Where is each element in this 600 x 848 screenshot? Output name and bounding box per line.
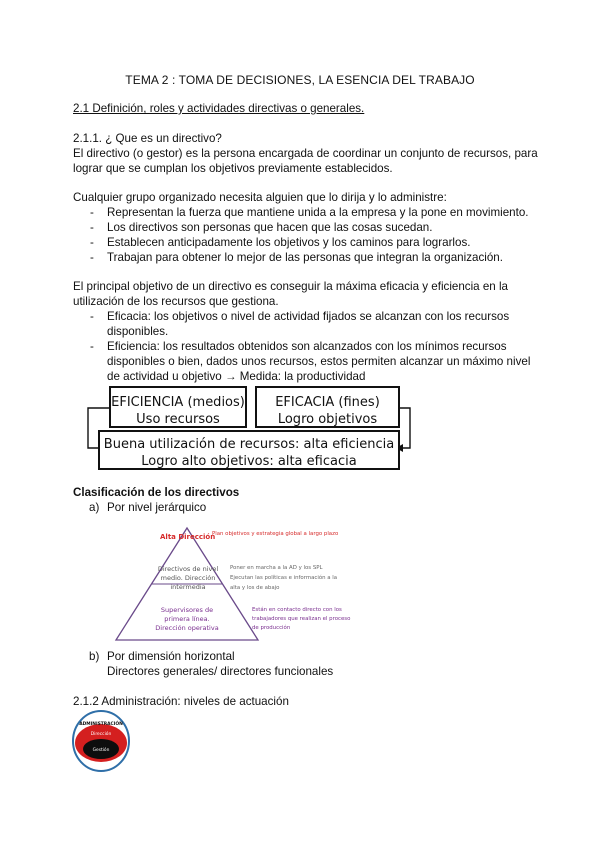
pyramid-base-label-3: Dirección operativa [155, 624, 219, 632]
admin-middle-label: Dirección [90, 732, 112, 737]
pyramid-mid-label-2: medio. Dirección [160, 574, 216, 582]
bullet-dash: - [90, 236, 94, 249]
pyramid-base-note-1: Están en contacto directo con los [252, 607, 342, 613]
admin-outer-label: ADMINISTRACIÓN [79, 722, 123, 727]
eficacia-sub: Logro objetivos [277, 412, 378, 427]
objective-line-1: El principal objetivo de un directivo es conseguir la máxima eficacia y eficiencia en la [73, 280, 508, 293]
eficiencia-title: EFICIENCIA (medios) [111, 395, 245, 410]
eficiencia-line-1: Eficiencia: los resultados obtenidos son alcanzados con los mínimos recursos [107, 340, 507, 353]
admin-heading: 2.1.2 Administración: niveles de actuación [73, 695, 289, 708]
pyramid-base-label-1: Supervisores de [160, 606, 214, 614]
bullet-dash: - [90, 340, 94, 353]
pyramid-mid-label-1: Directivos de nivel [157, 565, 219, 573]
objective-line-2: utilización de los recursos que gestiona. [73, 295, 279, 308]
class-b-detail: Directores generales/ directores funcionales [107, 665, 334, 678]
document-title: TEMA 2 : TOMA DE DECISIONES, LA ESENCIA DEL TRABAJO [125, 73, 475, 87]
pyramid-base-label [137, 606, 237, 633]
pyramid-mid-note [230, 563, 337, 593]
list-marker: a) [89, 501, 100, 514]
bullet-dash: - [90, 221, 94, 234]
class-b-label: Por dimensión horizontal [107, 650, 235, 663]
pyramid-base-note [252, 606, 350, 633]
pyramid-mid-label [148, 565, 228, 592]
pyramid-base-label-2: primera línea. [164, 615, 210, 623]
definition-line-1: El directivo (o gestor) es la persona encargada de coordinar un conjunto de recursos, para [73, 147, 538, 160]
result-line-2: Logro alto objetivos: alta eficacia [141, 454, 357, 469]
eficacia-line-1: Eficacia: los objetivos o nivel de actividad fijados se alcanzan con los recursos [107, 310, 510, 323]
list-marker: b) [89, 650, 100, 663]
section-heading: 2.1 Definición, roles y actividades directivas o generales. [73, 102, 365, 115]
pyramid-base-note-3: de producción [252, 625, 291, 631]
pyramid-top-note: Plan objetivos y estrategia global a largo plazo [212, 531, 339, 537]
pyramid-mid-note-3: alta y los de abajo [230, 585, 280, 591]
eficiencia-sub: Uso recursos [136, 412, 220, 427]
list-item: Los directivos son personas que hacen que las cosas sucedan. [107, 221, 433, 234]
group-intro: Cualquier grupo organizado necesita alguien que lo dirija y lo administre: [73, 191, 447, 204]
eficacia-box [255, 386, 400, 428]
pyramid-top-label: Alta Dirección [160, 533, 216, 541]
result-line-1: Buena utilización de recursos: alta eficiencia [103, 437, 395, 452]
pyramid-base-note-2: trabajadores que realizan el proceso [252, 616, 351, 622]
bullet-dash: - [90, 251, 94, 264]
bullet-dash: - [90, 310, 94, 323]
list-item: Trabajan para obtener lo mejor de las personas que integran la organización. [107, 251, 503, 264]
classification-heading: Clasificación de los directivos [73, 486, 240, 499]
eficiencia-line-3: de actividad u objetivo → Medida: la productividad [107, 370, 366, 383]
pyramid-mid-label-3: intermedia [170, 583, 206, 591]
pyramid-mid-note-1: Poner en marcha a la AD y los SPL [230, 565, 323, 571]
result-box [98, 430, 400, 470]
class-a-label: Por nivel jerárquico [107, 501, 207, 514]
list-item: Establecen anticipadamente los objetivos y los caminos para lograrlos. [107, 236, 471, 249]
eficacia-line-2: disponibles. [107, 325, 169, 338]
bullet-dash: - [90, 206, 94, 219]
admin-inner-label: Gestión [92, 748, 110, 753]
pyramid-mid-note-2: Ejecutan las políticas e información a la [230, 575, 338, 581]
eficiencia-box [109, 386, 247, 428]
eficiencia-line-2: disponibles o bien, dados unos recursos, estos permiten alcanzar un máximo nivel [107, 355, 531, 368]
definition-line-2: lograr que se cumplan los objetivos previamente establecidos. [73, 162, 393, 175]
list-item: Representan la fuerza que mantiene unida a la empresa y la pone en movimiento. [107, 206, 529, 219]
eficacia-title: EFICACIA (fines) [275, 395, 380, 410]
admin-levels-figure [72, 710, 130, 772]
sub-heading: 2.1.1. ¿ Que es un directivo? [73, 132, 222, 145]
